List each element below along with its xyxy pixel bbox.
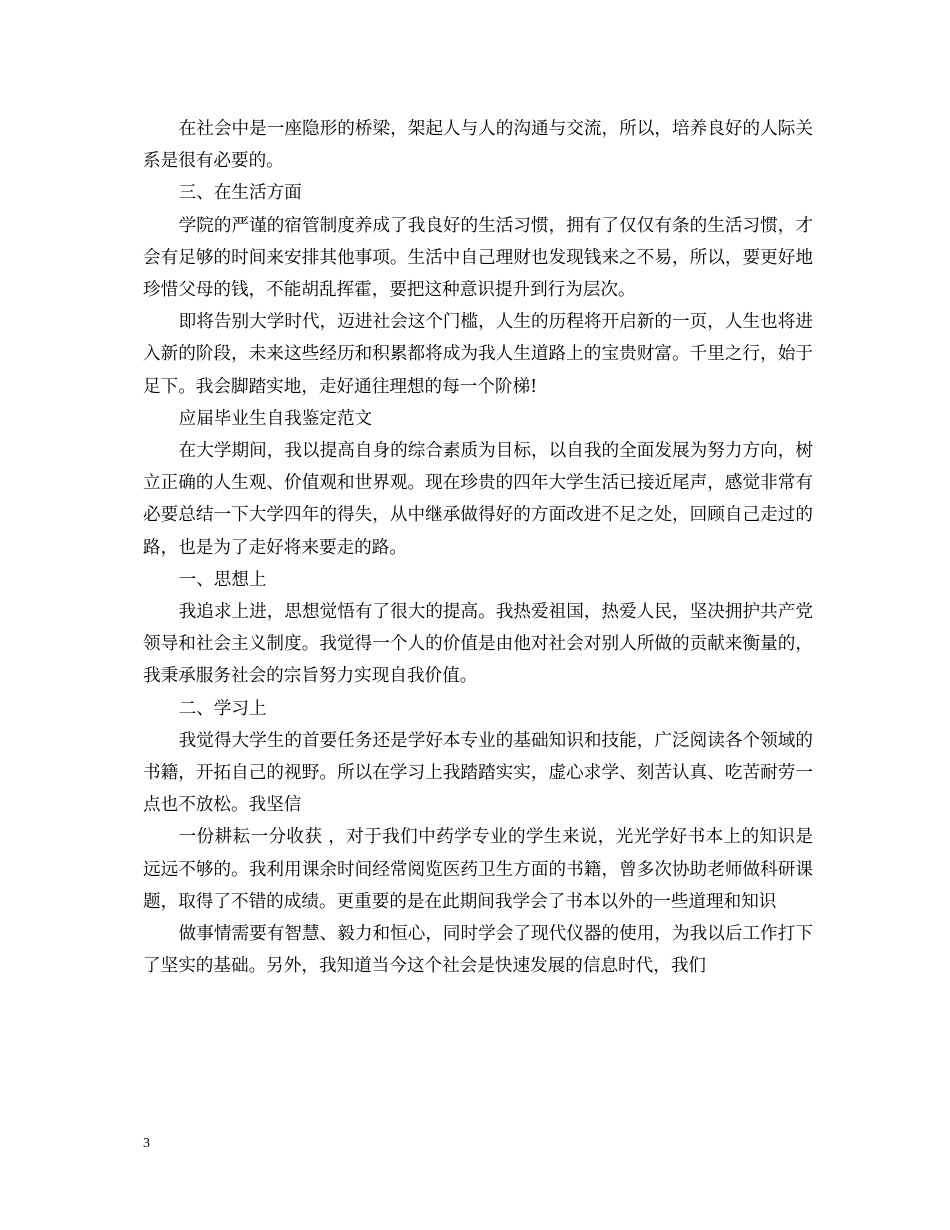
- paragraph-farewell: 即将告别大学时代，迈进社会这个门槛，人生的历程将开启新的一页，人生也将进入新的阶段，未来这些经历和积累都将成为我人生道路上的宝贵财富。千里之行，始于足下。我会脚踏实地，走好通往理想的每一个阶梯!: [143, 312, 813, 397]
- section-heading-life: 三、在生活方面: [178, 183, 302, 204]
- paragraph-study: 我觉得大学生的首要任务还是学好本专业的基础知识和技能，广泛阅读各个领域的书籍，开拓自己的视野。所以在学习上我踏踏实实，虚心求学、刻苦认真、吃苦耐劳一点也不放松。我坚信: [143, 730, 813, 816]
- paragraph-continuation: 在社会中是一座隐形的桥梁，架起人与人的沟通与交流，所以，培养良好的人际关系是很有必要的。: [143, 119, 813, 172]
- paragraph-harvest: 一份耕耘一分收获 ，对于我们中药学专业的学生来说，光光学好书本上的知识是远远不够的。我利用课余时间经常阅览医药卫生方面的书籍，曾多次协助老师做科研课题，取得了不错的成绩。更重要的是在此期间我学会了书本以外的一些道理和知识: [143, 827, 813, 912]
- section-heading-study: 二、学习上: [178, 698, 267, 719]
- page-number: 3: [143, 1136, 150, 1151]
- section-heading-thought: 一、思想上: [178, 569, 267, 590]
- paragraph-skills: 做事情需要有智慧、毅力和恒心，同时学会了现代仪器的使用，为我以后工作打下了坚实的基础。另外，我知道当今这个社会是快速发展的信息时代，我们: [143, 924, 813, 977]
- paragraph-intro: 在大学期间，我以提高自身的综合素质为目标，以自我的全面发展为努力方向，树立正确的人生观、价值观和世界观。现在珍贵的四年大学生活已接近尾声，感觉非常有必要总结一下大学四年的得失，从中继承做得好的方面改进不足之处，回顾自己走过的路，也是为了走好将来要走的路。: [143, 441, 813, 558]
- paragraph-thought: 我追求上进，思想觉悟有了很大的提高。我热爱祖国，热爱人民，坚决拥护共产党领导和社会主义制度。我觉得一个人的价值是由他对社会对别人所做的贡献来衡量的，我秉承服务社会的宗旨努力实现自我价值。: [143, 602, 813, 687]
- document-body: [143, 113, 813, 982]
- article-title: 应届毕业生自我鉴定范文: [178, 408, 373, 429]
- paragraph-life-habits: 学院的严谨的宿管制度养成了我良好的生活习惯，拥有了仅仅有条的生活习惯，才会有足够的时间来安排其他事项。生活中自己理财也发现钱来之不易，所以，要更好地珍惜父母的钱，不能胡乱挥霍，要把这种意识提升到行为层次。: [143, 215, 813, 301]
